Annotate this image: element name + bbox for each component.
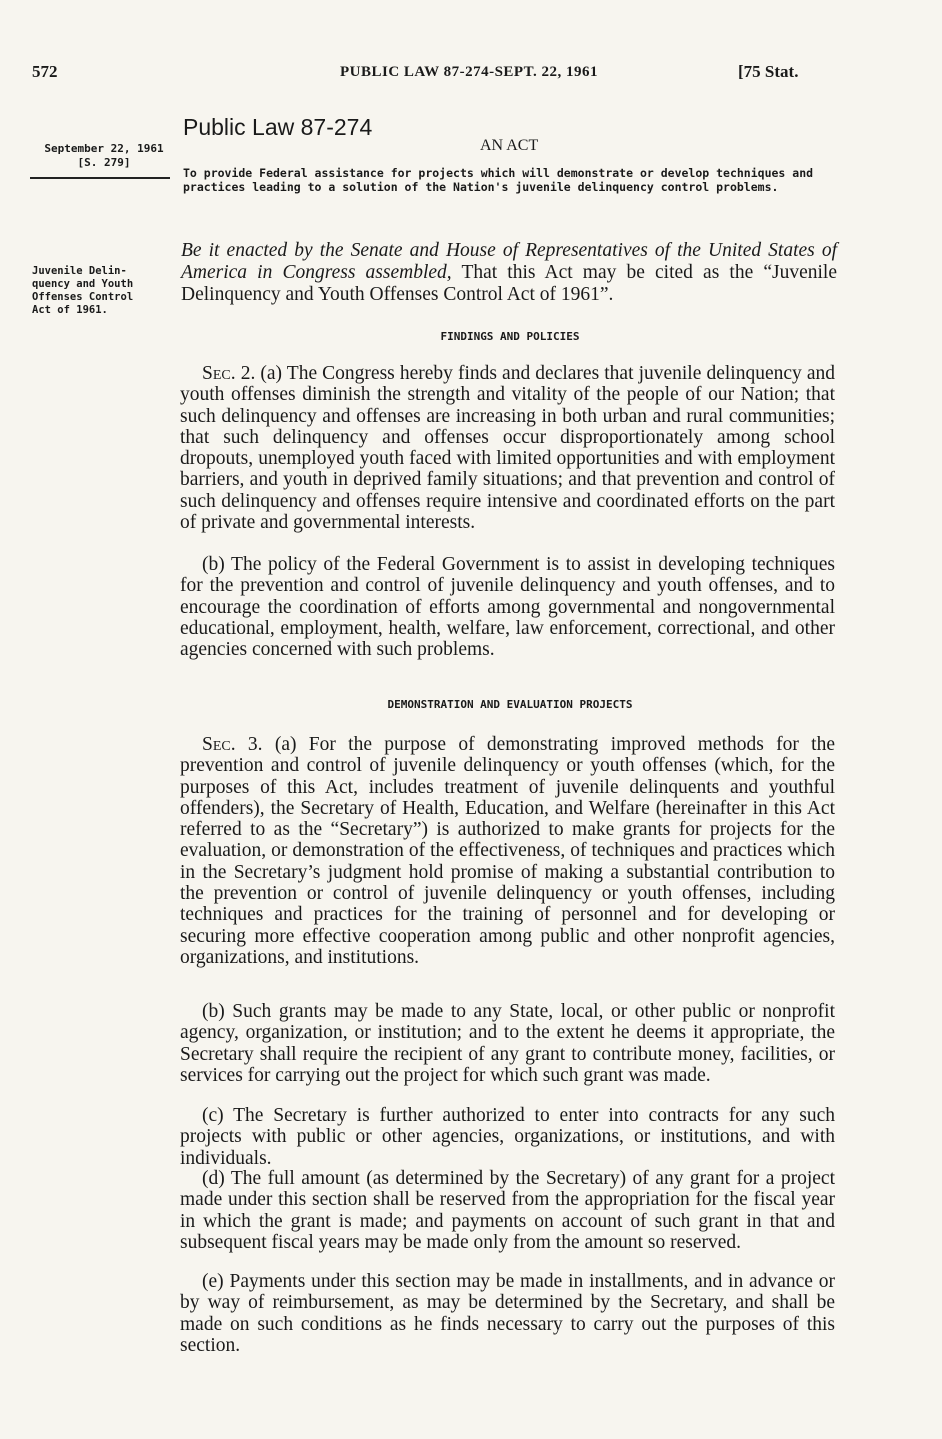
- section-heading-findings: FINDINGS AND POLICIES: [440, 330, 580, 343]
- margin-note-line: Act of 1961.: [32, 304, 108, 316]
- running-head: PUBLIC LAW 87-274-SEPT. 22, 1961: [340, 64, 598, 80]
- enacting-clause-text: That this Act may be cited as the “Juvenile Delinquency and Youth Offenses Control Act of 1961”.: [181, 262, 837, 305]
- enacting-clause-italic: Be it enacted by the Senate and House of Representatives of the United States of America in Congress assembled,: [181, 240, 837, 283]
- margin-note-line: Juvenile Delin-: [32, 265, 127, 277]
- section-label: Sec. 3.: [202, 734, 263, 755]
- section-label: Sec. 2.: [202, 363, 256, 384]
- act-purpose: To provide Federal assistance for projects which will demonstrate or develop techniques and practices leading to a solution of the Nation's juvenile delinquency control problems.: [183, 166, 814, 194]
- margin-date-block: [34, 142, 174, 170]
- margin-date: September 22, 1961: [44, 142, 164, 155]
- section-heading-demonstration: DEMONSTRATION AND EVALUATION PROJECTS: [387, 698, 633, 711]
- enacting-clause: [181, 240, 837, 306]
- section-3e-paragraph: (e) Payments under this section may be made in installments, and in advance or by way of reimbursement, as may be determined by the Secretary, and shall be made on such conditions as he finds necessary to carry out the purposes of this section.: [180, 1271, 835, 1356]
- section-2b-paragraph: (b) The policy of the Federal Government is to assist in developing techniques for the prevention and control of juvenile delinquency and youth offenses, and to encourage the coordination of efforts among governmental and nongovernmental educational, employment, health, welfare, law enforcement, correctional, and other agencies concerned with such problems.: [180, 554, 835, 661]
- statute-reference: [75 Stat.: [738, 62, 799, 81]
- an-act-heading: AN ACT: [480, 137, 539, 154]
- section-2a-text: (a) The Congress hereby finds and declares that juvenile delinquency and youth offenses diminish the strength and vitality of the people of our Nation; that such delinquency and offenses are increasing in both urban and rural communities; that such delinquency and offenses occur disproportionately among school dropouts, unemployed youth faced with limited opportunities and with employment barriers, and youth in deprived family situations; and that prevention and control of such delinquency and offenses require intensive and coordinated efforts on the part of private and governmental interests.: [180, 363, 835, 534]
- section-3a-text: (a) For the purpose of demonstrating improved methods for the prevention and control of juvenile delinquency or youth offenses (which, for the purposes of this Act, includes treatment of juvenile delinquents and youthful offenders), the Secretary of Health, Education, and Welfare (hereinafter in this Act referred to as the “Secretary”) is authorized to make grants for projects for the evaluation, or demonstration of the effectiveness, of techniques and practices which in the Secretary’s judgment hold promise of making a substantial contribution to the prevention or control of juvenile delinquency or youth offenses, including techniques and practices for the training of personnel and for developing or securing more effective cooperation among public and other nonprofit agencies, organizations, and institutions.: [180, 734, 835, 968]
- margin-note-line: quency and Youth: [32, 278, 134, 290]
- law-title: Public Law 87-274: [183, 114, 373, 140]
- section-3d-paragraph: (d) The full amount (as determined by the Secretary) of any grant for a project made under this section shall be reserved from the appropriation for the fiscal year in which the grant is made; and payments on account of such grant in that and subsequent fiscal years may be made only from the amount so reserved.: [180, 1168, 835, 1253]
- margin-note-line: Offenses Control: [32, 291, 134, 303]
- section-3c-paragraph: (c) The Secretary is further authorized to enter into contracts for any such projects with public or other agencies, organizations, or institutions, and with individuals.: [180, 1105, 835, 1169]
- margin-divider: [30, 177, 170, 179]
- margin-bill-number: [S. 279]: [77, 156, 131, 169]
- section-3b-paragraph: (b) Such grants may be made to any State, local, or other public or nonprofit agency, organization, or institution; and to the extent he deems it appropriate, the Secretary shall require the recipient of any grant to contribute money, facilities, or services for carrying out the project for which such grant was made.: [180, 1001, 835, 1086]
- section-2a-paragraph: [180, 363, 835, 533]
- margin-short-title-note: [32, 265, 172, 317]
- page-number: 572: [32, 62, 58, 81]
- section-3a-paragraph: [180, 734, 835, 968]
